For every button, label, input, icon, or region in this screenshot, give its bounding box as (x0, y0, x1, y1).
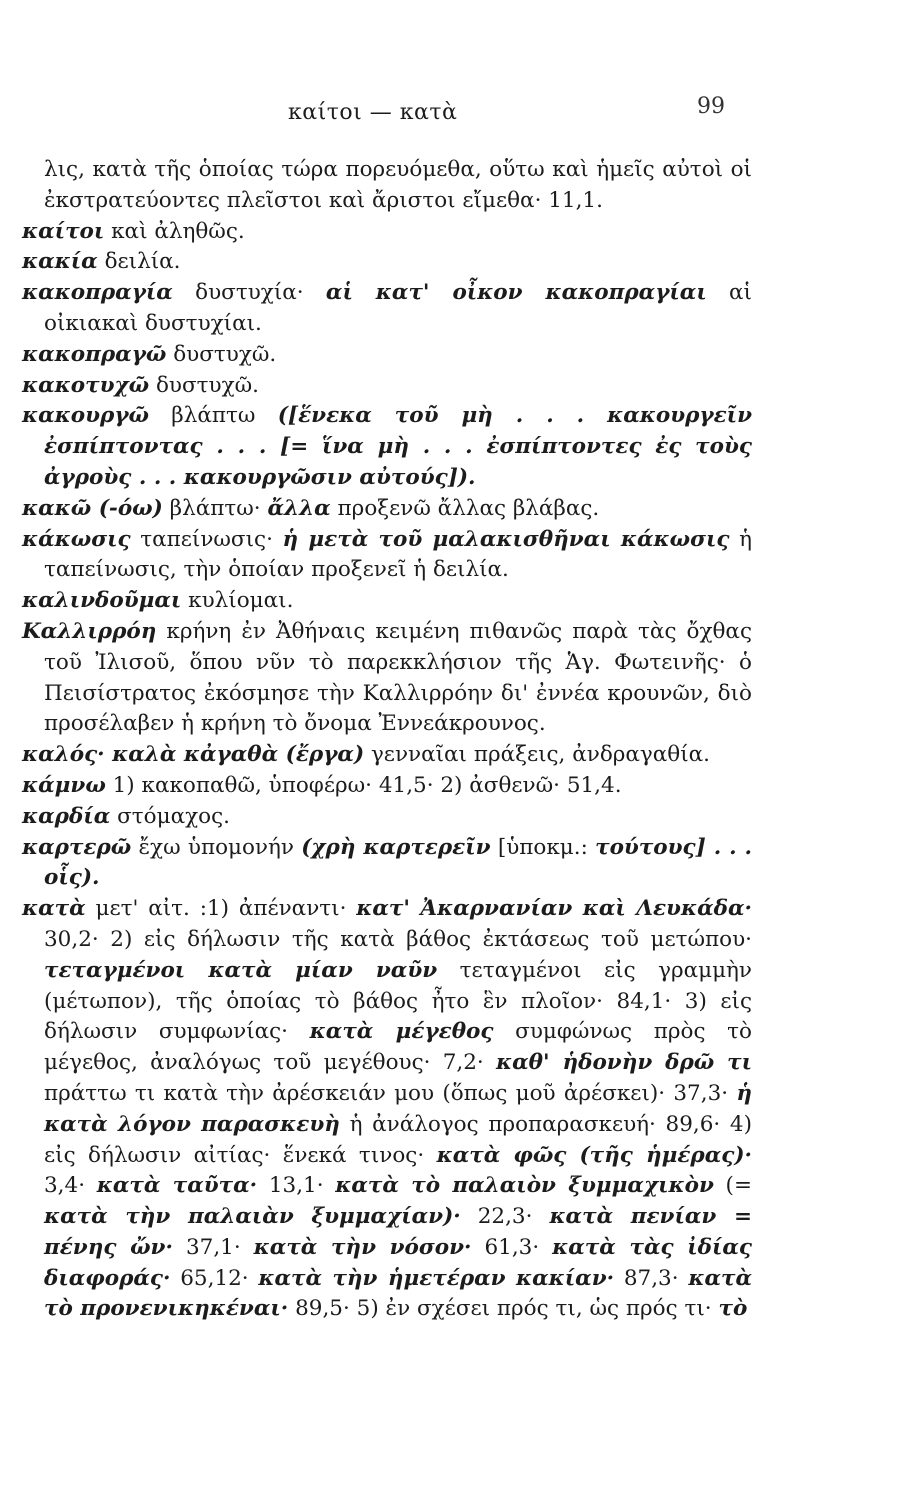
glossary-entry-kakopragia (22, 278, 752, 340)
definition: βλάπτω· (162, 495, 268, 521)
definition: 22,3· (460, 1204, 550, 1230)
citation: τούτους] . . . οἷς). (44, 834, 752, 891)
glossary-entry-kakourgw (22, 401, 752, 493)
citation: κατὰ τὴν ἡμετέραν κακίαν· (258, 1265, 615, 1291)
citation: αἱ κατ' οἶκον κακοπραγίαι (325, 280, 707, 306)
definition: δυστυχία· (172, 280, 326, 306)
citation: κατὰ τὴν παλαιὰν ξυμμαχίαν)· (44, 1204, 461, 1230)
definition: κυλίομαι. (181, 588, 294, 614)
definition: ταπείνωσις· (130, 526, 283, 552)
definition: 65,12· (170, 1265, 259, 1291)
glossary-entry-kakopragw (22, 340, 752, 371)
definition: 87,3· (614, 1265, 689, 1291)
definition: [ὑποκμ.: (490, 834, 596, 860)
page-header (0, 94, 897, 140)
citation: κατὰ τὴν νόσον· (253, 1234, 472, 1260)
running-head: καίτοι — κατὰ (288, 100, 458, 125)
definition: (= (713, 1173, 752, 1199)
headword: κακοπραγῶ (22, 341, 167, 367)
citation: ([ἕνεκα τοῦ μὴ . . . κακουργεῖν ἐσπίπτοντας . . . [= ἵνα μὴ . . . ἐσπίπτοντες ἐς τοὺς ἀγροὺς . . . κακουργῶσιν αὐτούς]). (44, 403, 752, 490)
glossary-entry-kardia (22, 802, 752, 833)
definition: συμφώνως πρὸς τὸ μέγεθος, ἀναλόγως τοῦ μεγέθους· 7,2· (44, 1019, 753, 1076)
citation: καθ' ἡδονὴν δρῶ τι (496, 1050, 752, 1076)
headword: καίτοι (22, 218, 105, 244)
citation: κατὰ τὰς ἰδίας διαφοράς· (44, 1234, 753, 1291)
headword: καρδία (22, 803, 111, 829)
definition: καὶ ἀληθῶς. (104, 218, 245, 244)
citation: κατὰ μέγεθος (309, 1019, 494, 1045)
definition: 89,5· 5) ἐν σχέσει πρός τι, ὡς πρός τι· (288, 1296, 719, 1322)
definition: μετ' αἰτ. :1) ἀπέναντι· (85, 896, 357, 922)
glossary-entry-kata (22, 894, 752, 1325)
headword: κάμνω (22, 772, 106, 798)
headword: καρτερῶ (22, 834, 132, 860)
citation: κατὰ φῶς (τῆς ἡμέρας)· (436, 1142, 752, 1168)
headword: κακουργῶ (22, 403, 149, 429)
definition: γενναῖαι πράξεις, ἀνδραγαθία. (364, 742, 711, 768)
glossary-entry-kalindoumai (22, 586, 752, 617)
definition: πράττω τι κατὰ τὴν ἀρέσκειάν μου (ὅπως μοῦ ἀρέσκει)· 37,3· (44, 1080, 737, 1106)
glossary-entry-kakwsis (22, 525, 752, 587)
headword: καλός· καλὰ κἀγαθὰ (ἔργα) (22, 742, 365, 768)
glossary-entry-kamnw (22, 771, 752, 802)
glossary-entry-kallirrohi (22, 617, 752, 740)
definition: 30,2· 2) εἰς δήλωσιν τῆς κατὰ βάθος ἐκτάσεως τοῦ μετώπου· (44, 926, 752, 952)
citation: κατὰ πενίαν = πένης ὤν· (44, 1204, 753, 1260)
definition: στόμαχος. (110, 803, 230, 829)
definition: κρήνη ἐν Ἀθήναις κειμένη πιθανῶς παρὰ τὰς ὄχθας τοῦ Ἰλισοῦ, ὅπου νῦν τὸ παρεκκλήσιον τῆς Ἁγ. Φωτεινῆς· ὁ Πεισίστρατος ἐκόσμησε τὴν Καλλιρρόην δι' ἐννέα κρουνῶν, διὸ προσέλαβεν ἡ κρήνη τὸ ὄνομα Ἐννεάκρουνος. (44, 618, 752, 737)
definition: δειλία. (97, 249, 181, 275)
definition: τεταγμένοι εἰς γραμμὴν (μέτωπον), τῆς ὁποίας τὸ βάθος ἦτο ἓν πλοῖον· 84,1· 3) εἰς δήλωσιν συμφωνίας· (44, 957, 752, 1045)
citation: τεταγμένοι κατὰ μίαν ναῦν (44, 957, 438, 983)
definition: 1) κακοπαθῶ, ὑποφέρω· 41,5· 2) ἀσθενῶ· 51,4. (105, 772, 622, 798)
glossary-entry-kalos (22, 740, 752, 771)
headword: κακοτυχῶ (22, 372, 150, 398)
citation: ἡ μετὰ τοῦ μαλακισθῆναι κάκωσις (282, 526, 730, 552)
headword: κακοπραγία (22, 280, 173, 306)
definition: προξενῶ ἄλλας βλάβας. (330, 495, 600, 521)
glossary-entry-kakotyxw (22, 371, 752, 402)
glossary-entry-kaitoi (22, 217, 752, 248)
glossary-text (22, 155, 752, 1325)
citation: τὸ (718, 1296, 748, 1322)
headword: κάκωσις (22, 526, 131, 552)
glossary-entry-cont (22, 155, 752, 217)
headword: καλινδοῦμαι (22, 588, 182, 614)
glossary-entry-kakia (22, 247, 752, 278)
definition: αἱ οἰκιακαὶ δυστυχίαι. (44, 280, 752, 336)
citation: (-όω) (91, 495, 163, 521)
definition: ἔχω ὑπομονήν (131, 834, 302, 860)
definition: λις, κατὰ τῆς ὁποίας τώρα πορευόμεθα, οὕτω καὶ ἡμεῖς αὐτοὶ οἱ ἐκστρατεύοντες πλεῖστοι καὶ ἄριστοι εἴμεθα· 11,1. (44, 157, 752, 213)
citation: κατὰ τὸ παλαιὸν ξυμμαχικὸν (335, 1173, 714, 1199)
definition: δυστυχῶ. (166, 341, 277, 367)
headword: κακῶ (22, 495, 92, 521)
glossary-entry-kakw (22, 494, 752, 525)
definition: 61,3· (471, 1234, 553, 1260)
headword: Καλλιρρόη (22, 618, 157, 644)
definition: δυστυχῶ. (149, 372, 260, 398)
page-number: 99 (697, 94, 725, 119)
definition: 37,1· (172, 1234, 254, 1260)
headword: κακία (22, 249, 98, 275)
citation: ἡ κατὰ λόγον παρασκευὴ (44, 1080, 752, 1137)
glossary-entry-karterw (22, 833, 752, 895)
citation: κατὰ ταῦτα· (96, 1173, 258, 1199)
citation: κατὰ τὸ προνενικηκέναι· (44, 1265, 752, 1322)
definition: ἡ ἀνάλογος προπαρασκευή· 89,6· 4) εἰς δήλωσιν αἰτίας· ἕνεκά τινος· (44, 1111, 752, 1168)
definition: βλάπτω (149, 403, 278, 429)
definition: 13,1· (257, 1173, 336, 1199)
definition: 3,4· (44, 1173, 97, 1199)
headword: κατὰ (22, 896, 86, 922)
citation: (χρὴ καρτερεῖν (301, 834, 491, 860)
definition: ἡ ταπείνωσις, τὴν ὁποίαν προξενεῖ ἡ δειλία. (44, 526, 752, 583)
citation: κατ' Ἀκαρνανίαν καὶ Λευκάδα· (356, 896, 752, 922)
citation: ἄλλα (267, 495, 331, 521)
